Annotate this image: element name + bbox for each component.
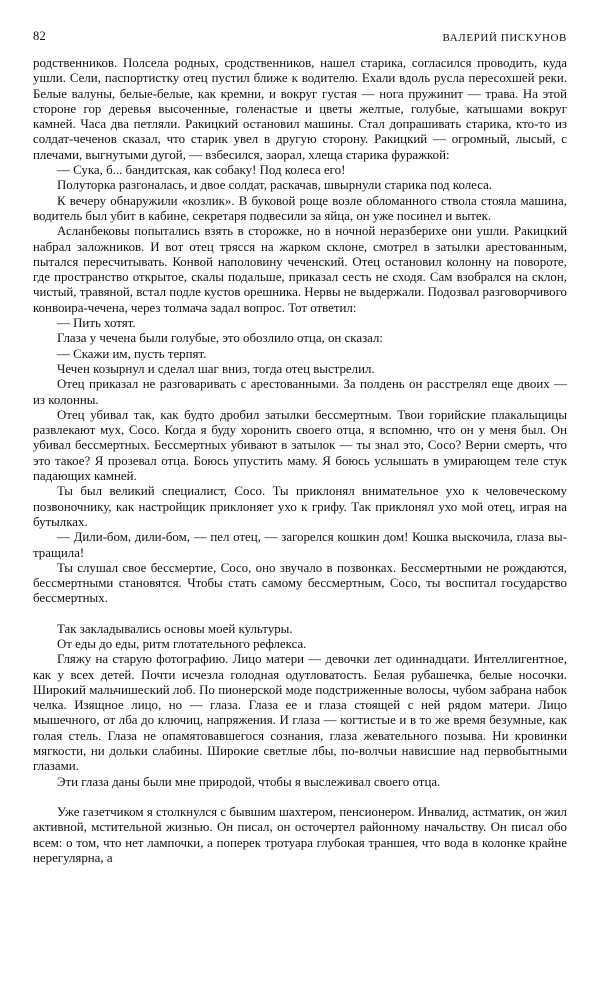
paragraph: От еды до еды, ритм глотательного рефлекса. xyxy=(57,636,307,651)
paragraph: Глаза у чечена были голубые, это обозлило отца, он сказал: xyxy=(57,331,384,346)
paragraph: — Скажи им, пусть терпят. xyxy=(57,346,207,361)
paragraph: Асланбековы попытались взять в сторожке, но в ночной неразберихе они ушли. Ракицкий набрал заложников. И вот отец трясся на жарком склоне, смотрел в затылки арестованным, пытался пересчитывать. Конвой наполовину чеченский. Отец остановил колонну на повороте, где пространство открытое, скалы подальше, приказал сесть не сходя. Сам взобрался на склон, чистый, травяной, встал подле кустов орешника. Нервы не выдержали. Подозвал разговорчивого конвоира-чечена, через толмача задал вопрос. Тот ответил: xyxy=(33,224,567,315)
body-text xyxy=(33,56,567,866)
paragraph: — Пить хотят. xyxy=(57,316,136,331)
paragraph: Отец убивал так, как будто дробил затылки бессмертным. Твои горийские плакальщицы развлекают мух, Сосо. Когда я буду хоронить своего отца, я вспомню, что он у меня был. Он убивал бессмертных. Бессмертных убивают в затылок — ты знал это, Сосо? Верни смерть, что это такое? Я прозевал отца. Боюсь упустить маму. Я боюсь услышать в умирающем теле стук падающих камней. xyxy=(33,407,567,484)
section-break xyxy=(33,790,567,805)
paragraph: Уже газетчиком я столкнулся с бывшим шахтером, пенсионером. Инвалид, астматик, он жил активной, мстительной жизнью. Он писал, он осточертел районному начальству. Он писал обо всем: о том, что нет лампочки, а поперек тротуара глубокая траншея, что вода в колонке крайне нерегулярна, а xyxy=(33,804,567,865)
author-running-title: ВАЛЕРИЙ ПИСКУНОВ xyxy=(442,32,567,44)
paragraph: Эти глаза даны были мне природой, чтобы я выслеживал своего отца. xyxy=(57,774,441,789)
section-break xyxy=(33,607,567,622)
paragraph: Ты был великий специалист, Сосо. Ты приклонял внимательное ухо к человеческому позвоночнику, как настройщик приклоняет ухо к грифу. Так приклонял ухо мой отец, играя на бутылках. xyxy=(33,484,567,529)
paragraph: — Дили-бом, дили-бом, — пел отец, — загорелся кошкин дом! Кошка выскочила, глаза вы-тращила! xyxy=(33,530,567,560)
paragraph: Ты слушал свое бессмертие, Сосо, оно звучало в позвонках. Бессмертными не рождаются, бессмертными становятся. Чтобы стать самому бессмертным, Сосо, ты воспитал государство бессмертных. xyxy=(33,560,567,606)
paragraph: Полуторка разгоналась, и двое солдат, раскачав, швырнули старика под колеса. xyxy=(57,178,493,193)
paragraph: Гляжу на старую фотографию. Лицо матери — девочки лет одиннадцати. Интеллигентное, как у всех детей. Почти исчезла голодная одутловатость. Белая рубашечка, белые носочки. Широкий мальчишеский лоб. По пионерской моде подстриженные волосы, чубом забрана набок челка. Изящное лицо, но — глаза. Глаза ее и глаза стоящей с ней рядом матери. Лицо мышечного, от лба до ключиц, напряжения. И глаза — когтистые и в то же время безумные, как голая стель. Глаза не опамятовавшегося сознания, глаза жевательного позыва. Ни кровинки мягкости, ни дольки слабины. Широкие светлые лбы, по-волчьи нависшие над первобытными глазами. xyxy=(33,652,567,774)
paragraph: Чечен козырнул и сделал шаг вниз, тогда отец выстрелил. xyxy=(57,361,375,376)
paragraph: родственников. Полсела родных, сродственников, нашел старика, согласился проводить, куда ушли. Сели, паспортистку отец пустил ближе к водителю. Ехали вдоль русла пересохшей реки. Белые валуны, белые-белые, как кремни, и вокруг густая — нога пружинит — трава. На этой стороне гор деревья высоченные, голенастые и цветы желтые, голубые, катышами вокруг камней. Часа два петляли. Ракицкий остановил машины. Стал допрашивать старика, кто-то из солдат-чеченов сказал, что старик увел в другую сторону. Ракицкий — огромный, лысый, с плечами, выгнутыми дугой, — взбесился, заорал, хлеща старика фуражкой: xyxy=(33,56,567,162)
paragraph: — Сука, б... бандитская, как собаку! Под колеса его! xyxy=(57,163,346,178)
running-head xyxy=(33,22,567,44)
page-number: 82 xyxy=(33,29,46,43)
paragraph: Отец приказал не разговаривать с арестованными. За полдень он расстрелял еще двоих — из колонны. xyxy=(33,377,567,407)
paragraph: Так закладывались основы моей культуры. xyxy=(57,621,293,636)
paragraph: К вечеру обнаружили «козлик». В буковой роще возле обломанного ствола стояла машина, водитель был убит в кабине, секретаря подвесили за яйца, он уже посинел и вытек. xyxy=(33,193,567,223)
